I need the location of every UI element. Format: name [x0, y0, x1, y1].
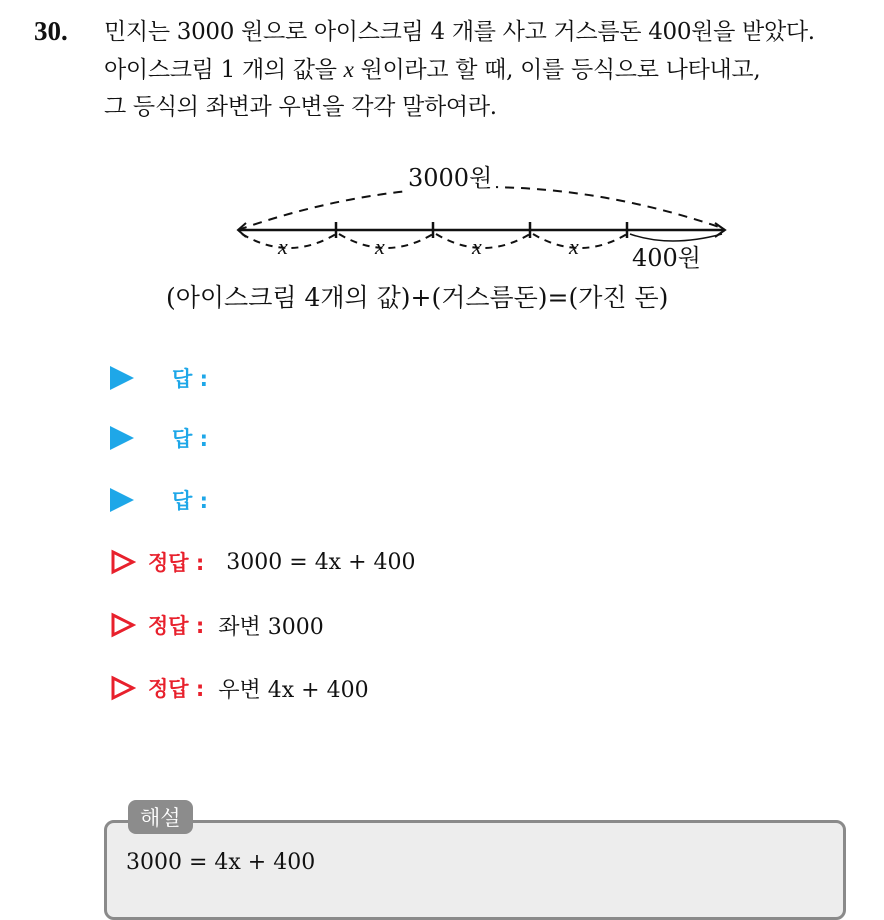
question-line-2-start: 아이스크림 1 개의 값을: [104, 57, 344, 83]
segment-label-4: x: [569, 234, 579, 259]
correct-label: 정답 :: [148, 614, 205, 638]
total-label: 3000원: [404, 158, 496, 193]
answer-label: 답 :: [172, 367, 208, 391]
segment-label-2: x: [375, 234, 385, 259]
correct-triangle-icon: [110, 612, 136, 638]
answer-row-1: [110, 358, 208, 398]
answer-row-2: [110, 418, 208, 458]
question-number: 30.: [34, 16, 68, 46]
correct-row-3: [110, 668, 369, 708]
segment-label-1: x: [278, 234, 288, 259]
correct-triangle-icon: [110, 549, 136, 575]
correct-row-1: [110, 542, 416, 582]
segment-label-3: x: [472, 234, 482, 259]
answer-label: 답 :: [172, 427, 208, 451]
change-label: 400원: [632, 244, 701, 272]
correct-label: 정답 :: [148, 677, 205, 701]
answer-label: 답 :: [172, 489, 208, 513]
explanation-tab: 해설: [128, 800, 193, 834]
question-line-2-end: 원이라고 할 때, 이를 등식으로 나타내고,: [353, 57, 761, 83]
answer-triangle-icon: [110, 366, 134, 390]
arc-x-2: [339, 234, 433, 248]
answer-triangle-icon: [110, 488, 134, 512]
segment-diagram: [150, 150, 810, 330]
arc-x-4: [533, 234, 627, 248]
correct-value: 3000 = 4x + 400: [226, 549, 416, 575]
correct-value: 좌변 3000: [218, 614, 324, 640]
correct-label: 정답 :: [148, 551, 205, 575]
correct-value: 우변 4x + 400: [218, 677, 369, 703]
relation-formula: (아이스크림 4개의 값)+(거스름돈)=(가진 돈): [166, 283, 669, 312]
arc-x-1: [242, 234, 336, 248]
question-line-3: 그 등식의 좌변과 우변을 각각 말하여라.: [104, 94, 497, 120]
question-text: [104, 14, 874, 126]
question-line-1: 민지는 3000 원으로 아이스크림 4 개를 사고 거스름돈 400원을 받았다.: [104, 19, 815, 45]
question-line-2: [104, 51, 874, 89]
arc-x-3: [436, 234, 530, 248]
answer-triangle-icon: [110, 426, 134, 450]
correct-triangle-icon: [110, 675, 136, 701]
total-arc: [238, 187, 722, 230]
variable-x: x: [343, 57, 354, 82]
explanation-content: 3000 = 4x + 400: [126, 850, 316, 875]
answer-row-3: [110, 480, 208, 520]
correct-row-2: [110, 605, 324, 645]
